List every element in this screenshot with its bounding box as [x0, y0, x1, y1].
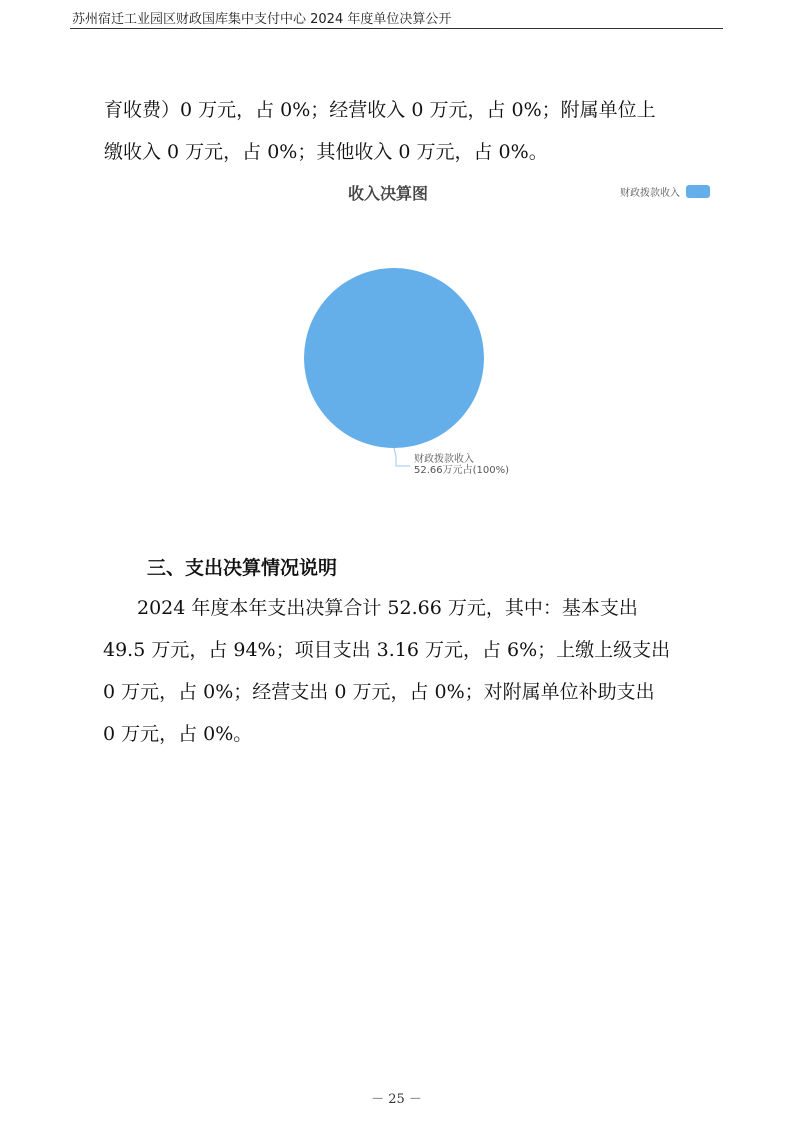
section-paragraph: [103, 587, 737, 755]
slice-label: [414, 454, 509, 476]
chart-title: 收入决算图: [348, 184, 429, 203]
page-header: 苏州宿迁工业园区财政国库集中支付中心 2024 年度单位决算公开: [72, 12, 452, 27]
pie-svg: [300, 176, 720, 486]
section-line-1: 2024 年度本年支出决算合计 52.66 万元，其中：基本支出: [137, 597, 638, 619]
section-heading: 三、支出决算情况说明: [147, 557, 338, 579]
section-line-2: 49.5 万元，占 94%；项目支出 3.16 万元，占 6%；上缴上级支出: [103, 639, 671, 661]
pie-slice: [304, 268, 484, 448]
paragraph-top-line-1: 育收费）0 万元，占 0%；经营收入 0 万元，占 0%；附属单位上: [104, 99, 656, 121]
slice-label-value: 52.66万元占(100%): [414, 465, 510, 476]
header-rule: [70, 28, 723, 29]
slice-leader-line: [394, 448, 410, 466]
paragraph-top: [104, 89, 704, 173]
income-pie-chart: [300, 176, 720, 486]
section-line-3: 0 万元，占 0%；经营支出 0 万元，占 0%；对附属单位补助支出: [103, 681, 655, 703]
paragraph-top-line-2: 缴收入 0 万元，占 0%；其他收入 0 万元，占 0%。: [104, 141, 548, 163]
slice-label-name: 财政拨款收入: [414, 454, 474, 465]
page-number: － 25 －: [371, 1092, 422, 1107]
legend-label: 财政拨款收入: [620, 188, 680, 199]
section-line-4: 0 万元，占 0%。: [103, 723, 253, 745]
